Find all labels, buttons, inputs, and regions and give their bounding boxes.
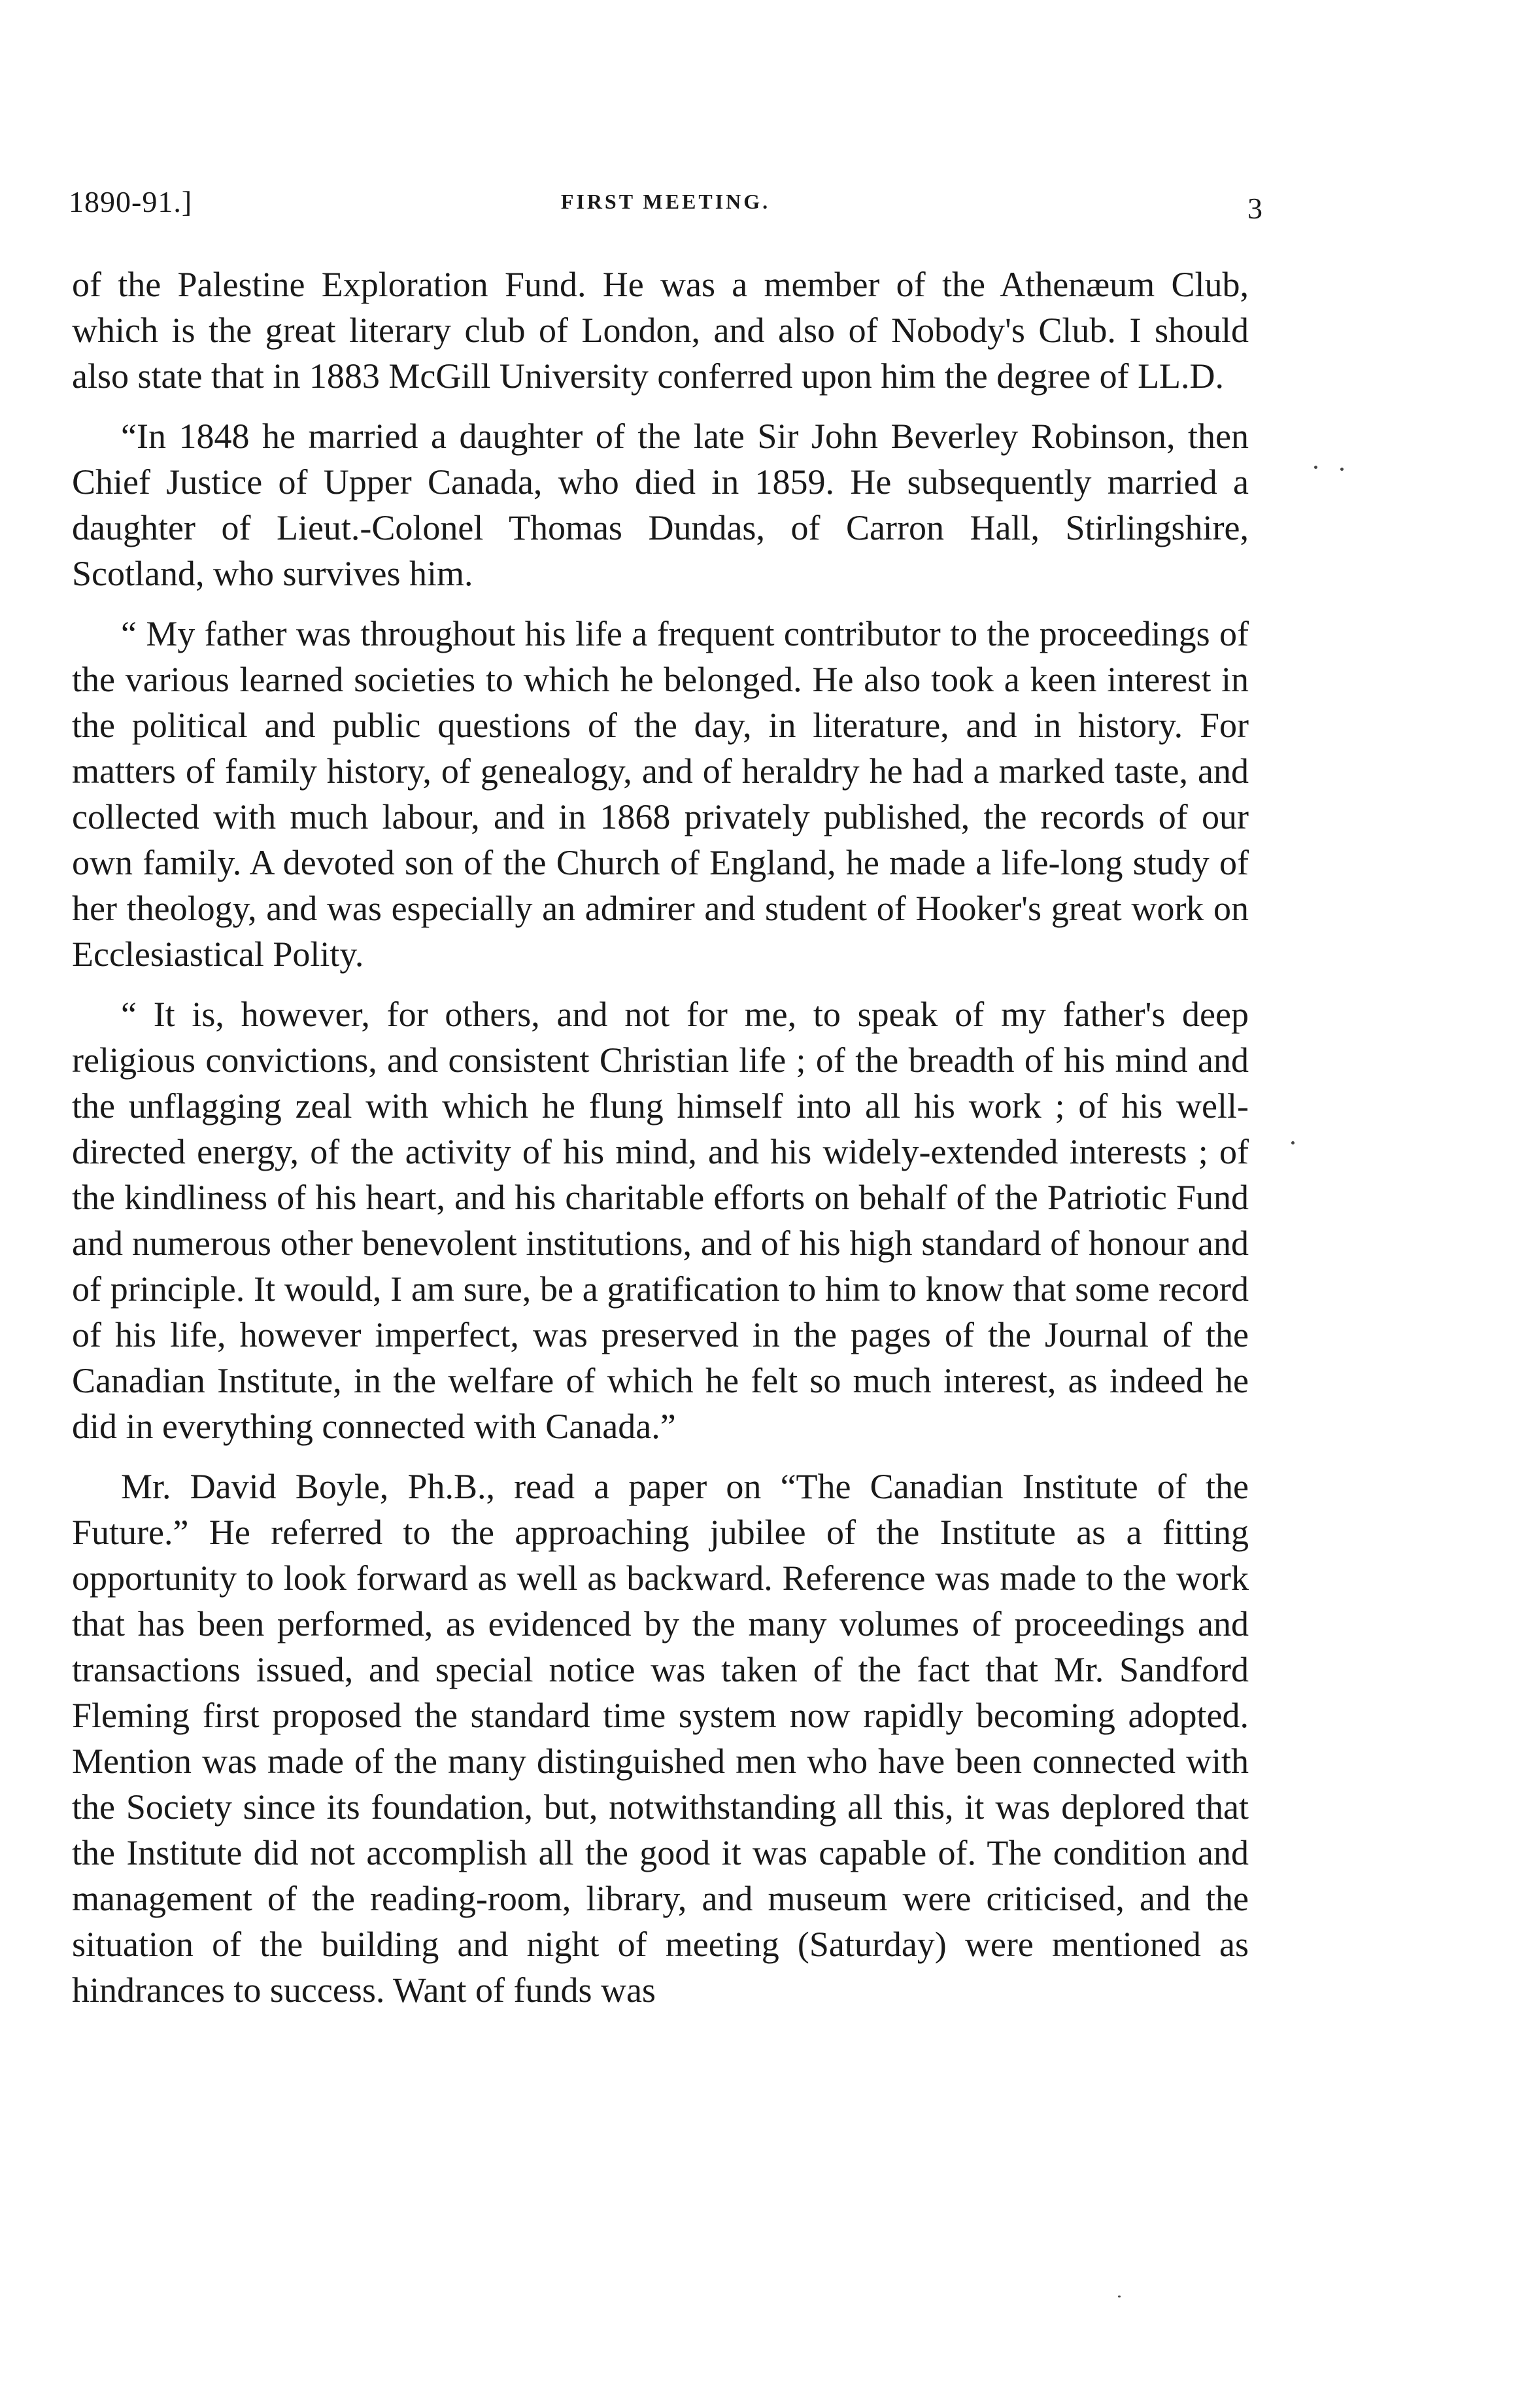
paragraph-marriage: “In 1848 he married a daughter of the late Sir John Beverley Robinson, then Chief Justice of Upper Canada, who died in 1859. He subsequently married a daughter of Lieut.-Colonel Thomas Dundas, of Carron Hall, Stirlingshire, Scotland, who survives him. xyxy=(72,417,1249,593)
page-body xyxy=(72,262,1249,2013)
paragraph-contributions: “ My father was throughout his life a frequent contributor to the proceedings of the various learned societies to which he belonged. He also took a keen interest in the political and public questions of the day, in literature, and in history. For matters of family history, of genealogy, and of heraldry he had a marked taste, and collected with much labour, and in 1868 privately published, the records of our own family. A devoted son of the Church of England, he made a life-long study of her theology, and was especially an admirer and student of Hooker's great work on Ecclesiastical Polity. xyxy=(72,614,1249,974)
paragraph-character: “ It is, however, for others, and not for me, to speak of my father's deep religious convictions, and consistent Christian life ; of the breadth of his mind and the unflagging zeal with which he flung himself into all his work ; of his well-directed energy, of the activity of his mind, and his widely-extended interests ; of the kindliness of his heart, and his charitable efforts on behalf of the Patriotic Fund and numerous other benevolent institutions, and of his high standard of honour and of principle. It would, I am sure, be a gratification to him to know that some record of his life, however imperfect, was preserved in the pages of the Journal of the Canadian Institute, in the welfare of which he felt so much interest, as indeed he did in everything connected with Canada.” xyxy=(72,995,1249,1446)
paragraph-boyle-paper: Mr. David Boyle, Ph.B., read a paper on “The Canadian Institute of the Future.” He referred to the approaching jubilee of the Institute as a fitting opportunity to look forward as well as backward. Reference was made to the work that has been performed, as evidenced by the many volumes of proceedings and transactions issued, and special notice was taken of the fact that Mr. Sandford Fleming first proposed the standard time system now rapidly becoming adopted. Mention was made of the many distinguished men who have been connected with the Society since its foundation, but, notwithstanding all this, it was deplored that the Institute did not accomplish all the good it was capable of. The condition and management of the reading-room, library, and museum were criticised, and the situation of the building and night of meeting (Saturday) were mentioned as hindrances to success. Want of funds was xyxy=(72,1467,1249,2010)
paragraph-continued: of the Palestine Exploration Fund. He was a member of the Athenæum Club, which is the great literary club of London, and also of Nobody's Club. I should also state that in 1883 McGill University conferred upon him the degree of LL.D. xyxy=(72,265,1249,396)
header-title: FIRST MEETING. xyxy=(560,190,771,213)
running-header xyxy=(69,184,1262,237)
scan-speck xyxy=(1340,468,1344,471)
page-number: 3 xyxy=(1247,192,1262,225)
scan-speck xyxy=(1118,2296,1121,2297)
scan-speck xyxy=(1291,1141,1295,1144)
scan-speck xyxy=(1314,466,1317,469)
header-volume-years: 1890-91.] xyxy=(69,185,193,218)
